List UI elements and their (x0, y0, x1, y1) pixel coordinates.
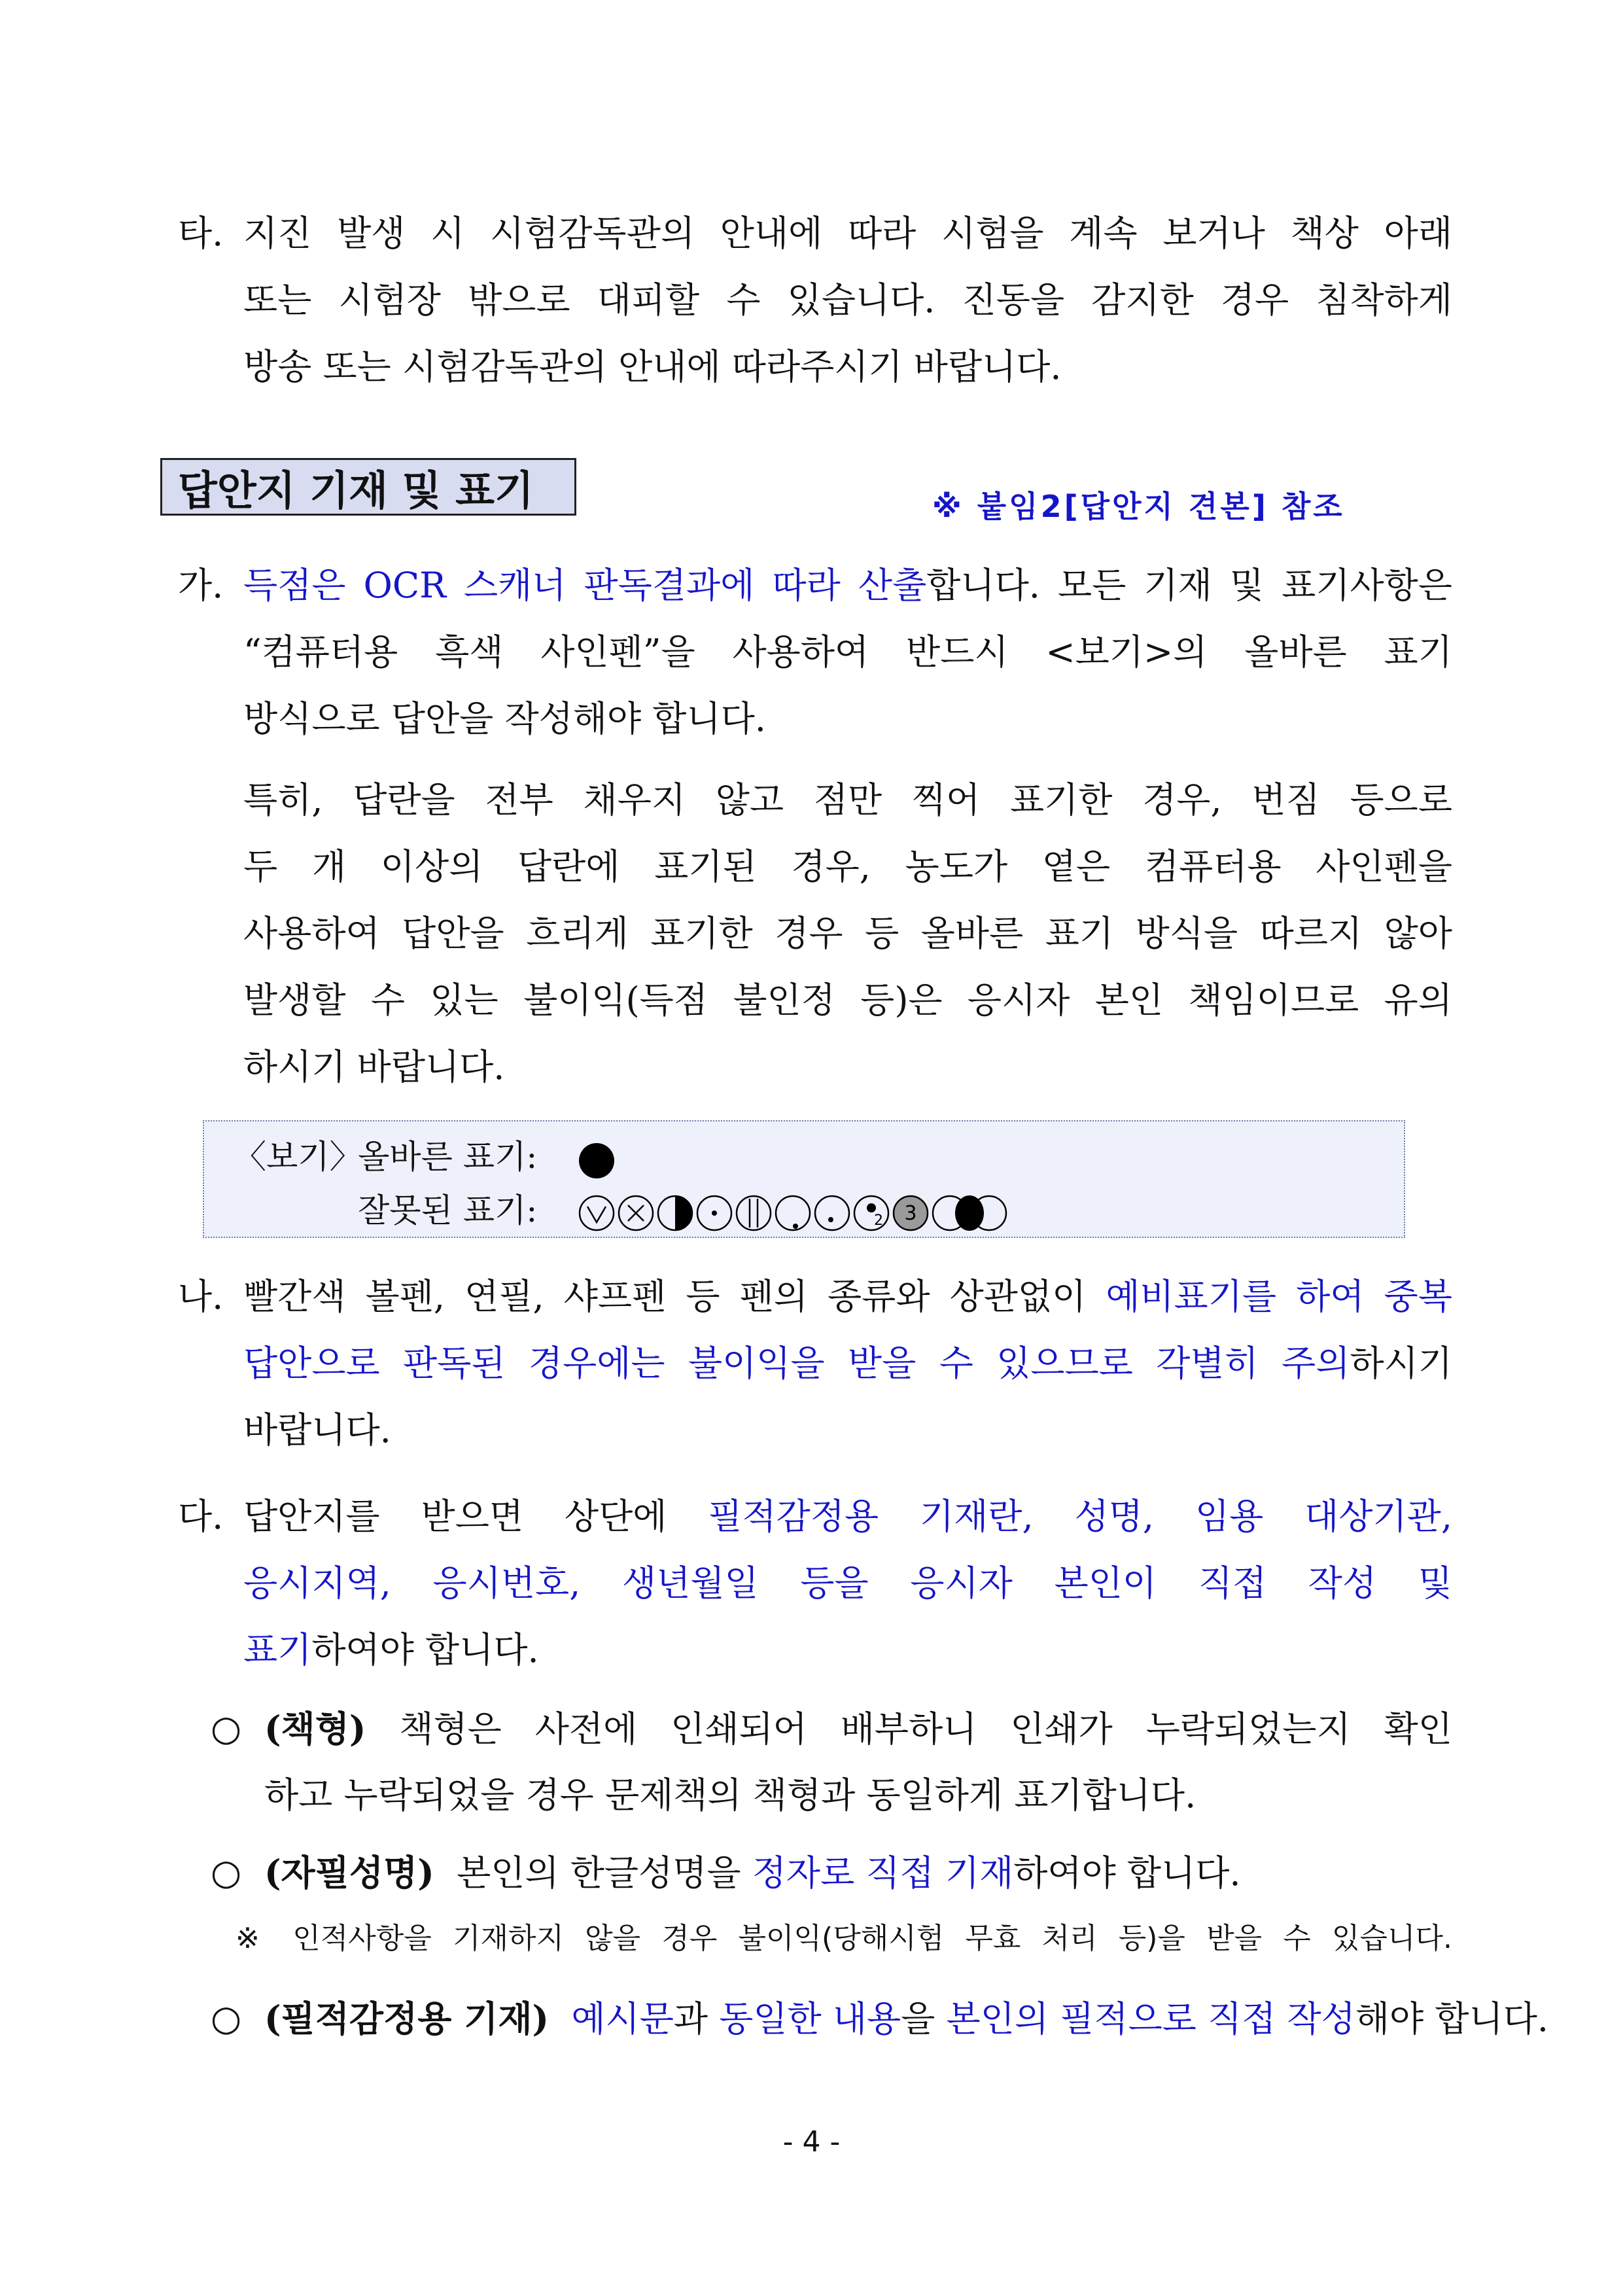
section-heading-title: 답안지 기재 및 표기 (178, 466, 534, 514)
bullet-handwriting-text-1: 과 (673, 1998, 720, 2040)
section-ga-para2-line-5: 하시기 바랍니다. (243, 1046, 505, 1087)
section-da-line-1-rest: 답안지를 받으면 상단에 (243, 1496, 708, 1537)
section-da-line-1 (243, 1494, 1452, 1540)
bullet-book-label: (책형) (264, 1708, 366, 1750)
section-ga-para2-line-2: 두 개 이상의 답란에 표기된 경우, 농도가 옅은 컴퓨터용 사인펜을 (243, 846, 1452, 887)
section-na-line-1 (243, 1274, 1452, 1320)
bullet-signature-symbol: ○ (211, 1852, 242, 1893)
wrong-mark-x-icon (619, 1196, 653, 1230)
wrong-mark-dot-low-left-icon (776, 1196, 810, 1230)
section-heading (160, 458, 576, 516)
section-ga-line-3: 방식으로 답안을 작성해야 합니다. (243, 698, 766, 739)
marking-example-box (203, 1120, 1405, 1238)
bullet-handwriting-label: (필적감정용 기재) (264, 1998, 550, 2040)
section-ga-line-2: “컴퓨터용 흑색 사인펜”을 사용하여 반드시 <보기>의 올바른 표기 (243, 631, 1452, 673)
wrong-mark-double-line-icon (737, 1196, 771, 1230)
section-ga-para2-line-1: 특히, 답란을 전부 채우지 않고 점만 찍어 표기한 경우, 번짐 등으로 (243, 779, 1452, 821)
section-na-marker: 나. (178, 1276, 224, 1317)
section-ta-line-3: 방송 또는 시험감독관의 안내에 따라주시기 바랍니다. (243, 346, 1062, 387)
example-prefix: 〈보기〉 (234, 1138, 362, 1176)
correct-filled-mark-icon (577, 1141, 616, 1180)
section-na-line-1-emphasis: 예비표기를 하여 중복 (1106, 1276, 1452, 1317)
wrong-mark-two-dot-icon (854, 1196, 888, 1230)
section-da-line-1-emphasis: 필적감정용 기재란, 성명, 임용 대상기관, (708, 1496, 1452, 1537)
section-ga-line-1-rest: 합니다. 모든 기재 및 표기사항은 (926, 565, 1452, 606)
bullet-book-symbol: ○ (211, 1708, 242, 1749)
bullet-handwriting-text-3: 해야 합니다. (1355, 1998, 1549, 2040)
section-ga-line-1 (243, 563, 1452, 609)
bullet-book-line-2: 하고 누락되었을 경우 문제책의 책형과 동일하게 표기합니다. (264, 1775, 1196, 1816)
wrong-mark-three-icon (894, 1196, 928, 1230)
bullet-handwriting-symbol: ○ (211, 1998, 242, 2039)
bullet-handwriting-emphasis-1: 예시문 (571, 1998, 674, 2040)
section-da-line-3-rest: 하여야 합니다. (311, 1629, 539, 1670)
section-ga-para2-line-4: 발생할 수 있는 불이익(득점 불인정 등)은 응시자 본인 책임이므로 유의 (243, 980, 1452, 1021)
section-na-line-2-rest: 하시기 (1350, 1343, 1452, 1384)
wrong-mark-label: 잘못된 표기: (358, 1192, 538, 1229)
bullet-handwriting-line (264, 1996, 1548, 2042)
page-number: - 4 - (782, 2125, 841, 2159)
bullet-handwriting-text-2: 을 (901, 1998, 947, 2040)
section-na-line-1-rest: 빨간색 볼펜, 연필, 샤프펜 등 펜의 종류와 상관없이 (243, 1276, 1106, 1317)
bullet-signature-emphasis: 정자로 직접 기재 (752, 1852, 1014, 1894)
section-ta-line-2: 또는 시험장 밖으로 대피할 수 있습니다. 진동을 감지한 경우 침착하게 (243, 279, 1452, 321)
wrong-mark-dot-center-icon (697, 1196, 731, 1230)
bullet-book-line-1 (264, 1706, 1452, 1752)
bullet-handwriting-emphasis-3: 본인의 필적으로 직접 작성 (946, 1998, 1355, 2040)
section-ta-line-1: 지진 발생 시 시험감독관의 안내에 따라 시험을 계속 보거나 책상 아래 (243, 213, 1452, 254)
personal-info-note: ※ 인적사항을 기재하지 않을 경우 불이익(당해시험 무효 처리 등)을 받을 수 있습니다. (236, 1922, 1452, 1955)
section-da-line-3 (243, 1627, 539, 1673)
correct-mark-label: 올바른 표기: (358, 1138, 538, 1176)
wrong-mark-digit-2: 2 (874, 1212, 883, 1229)
bullet-signature-text-2: 하여야 합니다. (1013, 1852, 1241, 1894)
bullet-book-text: 책형은 사전에 인쇄되어 배부하니 인쇄가 누락되었는지 확인 (399, 1708, 1452, 1750)
section-na-line-3: 바랍니다. (243, 1409, 391, 1451)
section-na-line-2 (243, 1341, 1452, 1386)
wrong-mark-check-icon (580, 1196, 614, 1230)
bullet-handwriting-emphasis-2: 동일한 내용 (719, 1998, 901, 2040)
section-ga-para2-line-3: 사용하여 답안을 흐리게 표기한 경우 등 올바른 표기 방식을 따르지 않아 (243, 913, 1452, 954)
section-na-line-2-emphasis: 답안으로 판독된 경우에는 불이익을 받을 수 있으므로 각별히 주의 (243, 1343, 1350, 1384)
section-da-line-2: 응시지역, 응시번호, 생년월일 등을 응시자 본인이 직접 작성 및 (243, 1563, 1452, 1604)
bullet-signature-label: (자필성명) (264, 1852, 434, 1894)
wrong-mark-overflow-icon (933, 1195, 1006, 1231)
attachment-reference-note: ※ 붙임2[답안지 견본] 참조 (932, 489, 1345, 524)
section-ga-marker: 가. (178, 565, 224, 606)
section-da-marker: 다. (178, 1496, 224, 1537)
scoring-emphasis: 득점은 OCR 스캐너 판독결과에 따라 산출 (243, 565, 927, 606)
bullet-signature-text-1: 본인의 한글성명을 (457, 1852, 752, 1894)
wrong-mark-dot-low-icon (815, 1196, 849, 1230)
section-ta-marker: 타. (178, 213, 224, 254)
wrong-mark-digit-3: 3 (904, 1202, 917, 1225)
wrong-marks-row (577, 1193, 1074, 1233)
bullet-signature-line (264, 1850, 1241, 1896)
wrong-mark-half-icon (658, 1196, 692, 1230)
section-da-line-3-emphasis: 표기 (243, 1629, 312, 1670)
